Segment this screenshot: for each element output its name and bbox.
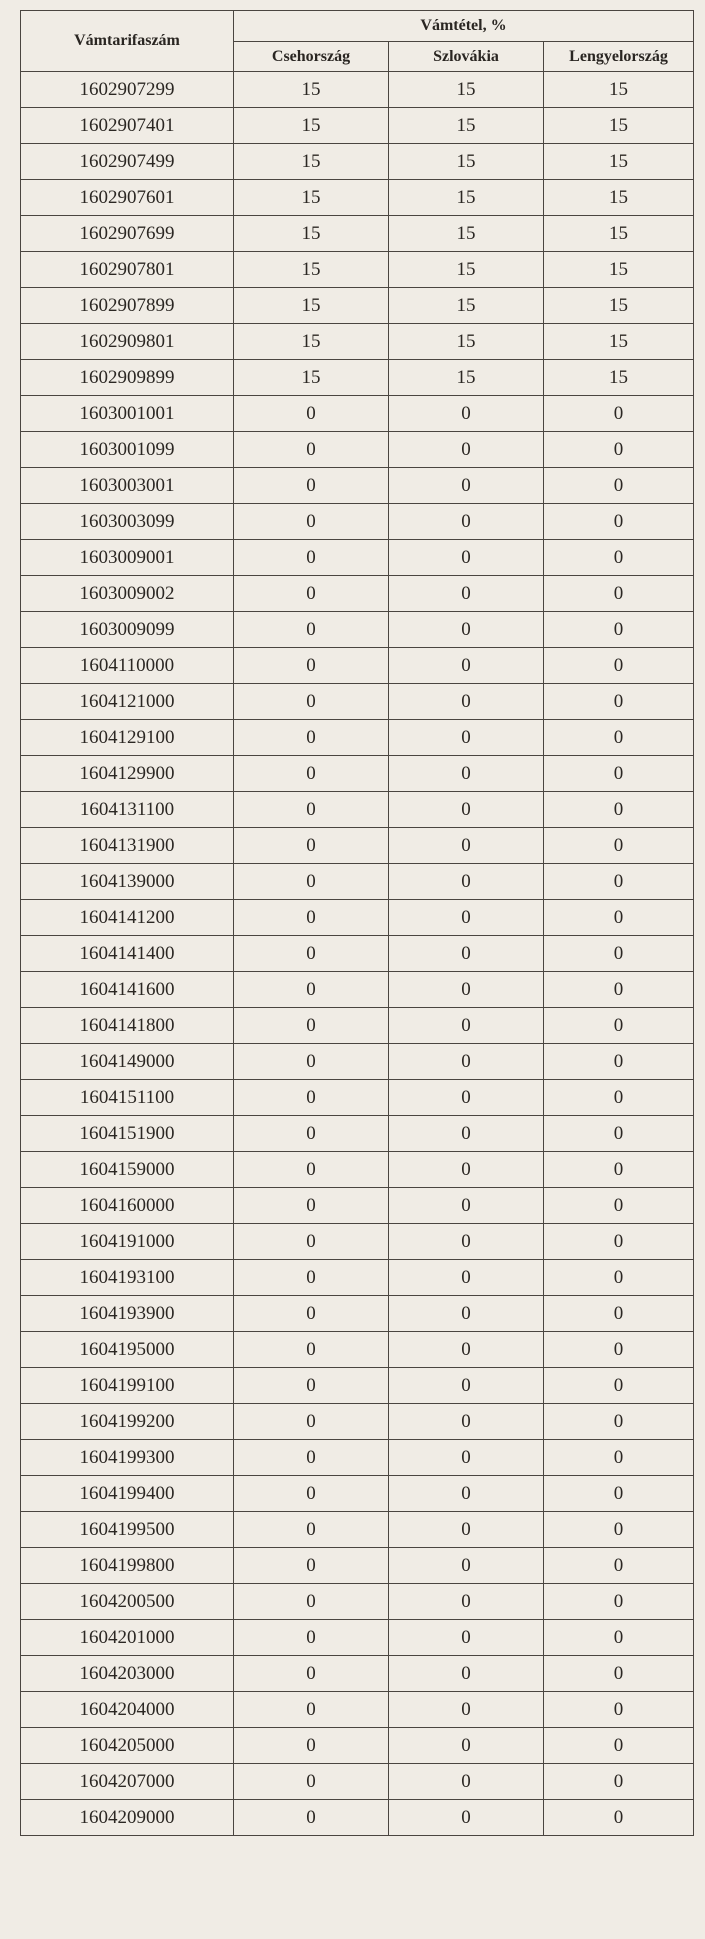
table-row (21, 648, 694, 684)
rate-cell-csehorszag: 15 (234, 360, 389, 396)
rate-cell-szlovakia: 0 (389, 612, 544, 648)
rate-cell-lengyelorszag: 0 (544, 1080, 694, 1116)
rate-cell-szlovakia: 0 (389, 684, 544, 720)
table-row (21, 756, 694, 792)
table-row (21, 1044, 694, 1080)
rate-cell-szlovakia: 0 (389, 1692, 544, 1728)
rate-cell-lengyelorszag: 0 (544, 828, 694, 864)
table-row (21, 1188, 694, 1224)
rate-cell-csehorszag: 0 (234, 972, 389, 1008)
rate-group-header: Vámtétel, % (234, 11, 694, 42)
tariff-code-cell: 1604199400 (21, 1476, 234, 1512)
rate-cell-lengyelorszag: 15 (544, 252, 694, 288)
table-row (21, 1368, 694, 1404)
rate-cell-szlovakia: 0 (389, 1044, 544, 1080)
rate-cell-lengyelorszag: 0 (544, 576, 694, 612)
rate-cell-lengyelorszag: 15 (544, 288, 694, 324)
rate-cell-szlovakia: 0 (389, 1296, 544, 1332)
rate-cell-csehorszag: 0 (234, 612, 389, 648)
rate-cell-lengyelorszag: 0 (544, 1188, 694, 1224)
table-row (21, 576, 694, 612)
tariff-code-cell: 1604151900 (21, 1116, 234, 1152)
rate-cell-lengyelorszag: 0 (544, 1656, 694, 1692)
tariff-code-cell: 1604199100 (21, 1368, 234, 1404)
rate-cell-lengyelorszag: 0 (544, 1620, 694, 1656)
tariff-code-cell: 1604191000 (21, 1224, 234, 1260)
table-header (21, 11, 694, 72)
rate-cell-lengyelorszag: 0 (544, 612, 694, 648)
rate-cell-szlovakia: 0 (389, 648, 544, 684)
table-row (21, 1656, 694, 1692)
table-row (21, 1620, 694, 1656)
rate-cell-szlovakia: 0 (389, 1548, 544, 1584)
rate-cell-csehorszag: 0 (234, 864, 389, 900)
rate-cell-lengyelorszag: 0 (544, 1764, 694, 1800)
tariff-code-cell: 1603009001 (21, 540, 234, 576)
tariff-code-cell: 1602907299 (21, 72, 234, 108)
rate-cell-csehorszag: 0 (234, 756, 389, 792)
rate-cell-lengyelorszag: 0 (544, 1512, 694, 1548)
country-header-pl: Lengyelország (544, 42, 694, 72)
tariff-code-cell: 1604193900 (21, 1296, 234, 1332)
table-row (21, 1692, 694, 1728)
rate-cell-szlovakia: 0 (389, 1116, 544, 1152)
rate-cell-csehorszag: 0 (234, 432, 389, 468)
rate-cell-szlovakia: 0 (389, 792, 544, 828)
rate-cell-csehorszag: 0 (234, 504, 389, 540)
tariff-code-cell: 1604131100 (21, 792, 234, 828)
rate-cell-szlovakia: 0 (389, 1764, 544, 1800)
rate-cell-csehorszag: 15 (234, 252, 389, 288)
tariff-code-cell: 1602907899 (21, 288, 234, 324)
rate-cell-lengyelorszag: 0 (544, 864, 694, 900)
tariff-code-cell: 1604131900 (21, 828, 234, 864)
rate-cell-lengyelorszag: 0 (544, 792, 694, 828)
rate-cell-szlovakia: 0 (389, 504, 544, 540)
tariff-code-cell: 1604141800 (21, 1008, 234, 1044)
rate-cell-csehorszag: 0 (234, 1476, 389, 1512)
table-row (21, 1296, 694, 1332)
rate-cell-lengyelorszag: 0 (544, 396, 694, 432)
rate-cell-lengyelorszag: 0 (544, 1368, 694, 1404)
rate-cell-lengyelorszag: 15 (544, 324, 694, 360)
rate-cell-csehorszag: 0 (234, 684, 389, 720)
country-header-cz: Csehország (234, 42, 389, 72)
rate-cell-lengyelorszag: 0 (544, 1260, 694, 1296)
rate-cell-lengyelorszag: 0 (544, 1728, 694, 1764)
rate-cell-lengyelorszag: 0 (544, 1008, 694, 1044)
table-row (21, 720, 694, 756)
rate-cell-szlovakia: 0 (389, 1656, 544, 1692)
rate-cell-szlovakia: 0 (389, 756, 544, 792)
rate-cell-szlovakia: 0 (389, 1008, 544, 1044)
rate-cell-szlovakia: 0 (389, 936, 544, 972)
rate-cell-csehorszag: 0 (234, 1512, 389, 1548)
tariff-code-cell: 1602907601 (21, 180, 234, 216)
rate-cell-szlovakia: 0 (389, 1188, 544, 1224)
table-row (21, 1152, 694, 1188)
rate-cell-szlovakia: 15 (389, 216, 544, 252)
tariff-code-cell: 1604204000 (21, 1692, 234, 1728)
table-row (21, 792, 694, 828)
tariff-code-cell: 1604141400 (21, 936, 234, 972)
tariff-code-cell: 1604141600 (21, 972, 234, 1008)
tariff-code-cell: 1604160000 (21, 1188, 234, 1224)
tariff-code-cell: 1603009002 (21, 576, 234, 612)
rate-cell-csehorszag: 0 (234, 1440, 389, 1476)
rate-cell-csehorszag: 0 (234, 1332, 389, 1368)
rate-cell-lengyelorszag: 0 (544, 684, 694, 720)
rate-cell-csehorszag: 0 (234, 1152, 389, 1188)
rate-cell-szlovakia: 0 (389, 1440, 544, 1476)
rate-cell-csehorszag: 0 (234, 468, 389, 504)
rate-cell-lengyelorszag: 0 (544, 1224, 694, 1260)
table-row (21, 1728, 694, 1764)
rate-cell-szlovakia: 15 (389, 180, 544, 216)
rate-cell-csehorszag: 0 (234, 1728, 389, 1764)
rate-cell-lengyelorszag: 0 (544, 1476, 694, 1512)
rate-cell-csehorszag: 0 (234, 576, 389, 612)
table-row (21, 1008, 694, 1044)
table-row (21, 1260, 694, 1296)
code-column-header: Vámtarifaszám (21, 11, 234, 72)
rate-cell-szlovakia: 0 (389, 1728, 544, 1764)
table-row (21, 180, 694, 216)
rate-cell-szlovakia: 0 (389, 1800, 544, 1836)
rate-cell-csehorszag: 0 (234, 540, 389, 576)
rate-cell-csehorszag: 0 (234, 1368, 389, 1404)
rate-cell-szlovakia: 0 (389, 540, 544, 576)
table-row (21, 1080, 694, 1116)
tariff-code-cell: 1602907699 (21, 216, 234, 252)
table-row (21, 396, 694, 432)
table-row (21, 1548, 694, 1584)
rate-cell-szlovakia: 0 (389, 1152, 544, 1188)
table-row (21, 108, 694, 144)
rate-cell-lengyelorszag: 15 (544, 108, 694, 144)
rate-cell-csehorszag: 0 (234, 828, 389, 864)
rate-cell-csehorszag: 15 (234, 72, 389, 108)
tariff-code-cell: 1604151100 (21, 1080, 234, 1116)
tariff-table (20, 10, 694, 1836)
rate-cell-lengyelorszag: 0 (544, 1800, 694, 1836)
tariff-code-cell: 1603001099 (21, 432, 234, 468)
rate-cell-szlovakia: 0 (389, 1260, 544, 1296)
rate-cell-csehorszag: 0 (234, 1584, 389, 1620)
rate-cell-csehorszag: 0 (234, 936, 389, 972)
tariff-code-cell: 1604200500 (21, 1584, 234, 1620)
tariff-code-cell: 1604129900 (21, 756, 234, 792)
rate-cell-lengyelorszag: 0 (544, 1548, 694, 1584)
rate-cell-szlovakia: 15 (389, 144, 544, 180)
tariff-code-cell: 1604207000 (21, 1764, 234, 1800)
tariff-code-cell: 1604141200 (21, 900, 234, 936)
tariff-code-cell: 1602907401 (21, 108, 234, 144)
rate-cell-szlovakia: 15 (389, 72, 544, 108)
rate-cell-csehorszag: 0 (234, 1224, 389, 1260)
rate-cell-szlovakia: 0 (389, 1512, 544, 1548)
rate-cell-lengyelorszag: 0 (544, 1692, 694, 1728)
rate-cell-lengyelorszag: 0 (544, 504, 694, 540)
table-row (21, 1332, 694, 1368)
rate-cell-szlovakia: 15 (389, 108, 544, 144)
tariff-code-cell: 1604199800 (21, 1548, 234, 1584)
table-row (21, 504, 694, 540)
rate-cell-szlovakia: 0 (389, 1404, 544, 1440)
rate-cell-szlovakia: 15 (389, 360, 544, 396)
rate-cell-csehorszag: 0 (234, 648, 389, 684)
rate-cell-csehorszag: 0 (234, 1548, 389, 1584)
rate-cell-lengyelorszag: 0 (544, 540, 694, 576)
rate-cell-szlovakia: 0 (389, 1476, 544, 1512)
rate-cell-csehorszag: 0 (234, 1656, 389, 1692)
rate-cell-lengyelorszag: 0 (544, 1296, 694, 1332)
tariff-code-cell: 1604139000 (21, 864, 234, 900)
rate-cell-csehorszag: 15 (234, 108, 389, 144)
rate-cell-szlovakia: 0 (389, 1332, 544, 1368)
rate-cell-szlovakia: 0 (389, 720, 544, 756)
rate-cell-lengyelorszag: 0 (544, 1152, 694, 1188)
rate-cell-csehorszag: 0 (234, 1764, 389, 1800)
rate-cell-csehorszag: 0 (234, 792, 389, 828)
tariff-code-cell: 1602909801 (21, 324, 234, 360)
table-row (21, 1800, 694, 1836)
table-row (21, 828, 694, 864)
rate-cell-lengyelorszag: 0 (544, 1404, 694, 1440)
rate-cell-lengyelorszag: 0 (544, 1332, 694, 1368)
rate-cell-csehorszag: 15 (234, 288, 389, 324)
header-row-top (21, 11, 694, 42)
rate-cell-szlovakia: 0 (389, 468, 544, 504)
rate-cell-lengyelorszag: 0 (544, 648, 694, 684)
rate-cell-lengyelorszag: 0 (544, 756, 694, 792)
rate-cell-lengyelorszag: 0 (544, 1440, 694, 1476)
table-row (21, 360, 694, 396)
table-row (21, 900, 694, 936)
rate-cell-szlovakia: 0 (389, 396, 544, 432)
tariff-code-cell: 1603001001 (21, 396, 234, 432)
rate-cell-csehorszag: 0 (234, 1620, 389, 1656)
table-row (21, 1512, 694, 1548)
rate-cell-szlovakia: 15 (389, 288, 544, 324)
rate-cell-lengyelorszag: 0 (544, 900, 694, 936)
rate-cell-lengyelorszag: 0 (544, 1116, 694, 1152)
table-row (21, 1224, 694, 1260)
rate-cell-lengyelorszag: 0 (544, 720, 694, 756)
tariff-code-cell: 1604195000 (21, 1332, 234, 1368)
rate-cell-csehorszag: 0 (234, 1692, 389, 1728)
rate-cell-csehorszag: 0 (234, 1116, 389, 1152)
table-body (21, 72, 694, 1836)
rate-cell-csehorszag: 0 (234, 1080, 389, 1116)
rate-cell-szlovakia: 0 (389, 828, 544, 864)
rate-cell-lengyelorszag: 0 (544, 468, 694, 504)
table-row (21, 936, 694, 972)
country-header-sk: Szlovákia (389, 42, 544, 72)
table-row (21, 684, 694, 720)
rate-cell-csehorszag: 0 (234, 1800, 389, 1836)
table-row (21, 1764, 694, 1800)
tariff-code-cell: 1604199500 (21, 1512, 234, 1548)
tariff-code-cell: 1604199200 (21, 1404, 234, 1440)
tariff-code-cell: 1604149000 (21, 1044, 234, 1080)
tariff-code-cell: 1604193100 (21, 1260, 234, 1296)
rate-cell-lengyelorszag: 15 (544, 180, 694, 216)
rate-cell-lengyelorszag: 0 (544, 432, 694, 468)
tariff-code-cell: 1603003001 (21, 468, 234, 504)
tariff-code-cell: 1603003099 (21, 504, 234, 540)
rate-cell-csehorszag: 0 (234, 900, 389, 936)
rate-cell-lengyelorszag: 0 (544, 972, 694, 1008)
rate-cell-szlovakia: 0 (389, 1080, 544, 1116)
tariff-code-cell: 1604129100 (21, 720, 234, 756)
rate-cell-szlovakia: 0 (389, 1584, 544, 1620)
table-row (21, 1476, 694, 1512)
rate-cell-lengyelorszag: 0 (544, 936, 694, 972)
tariff-code-cell: 1604121000 (21, 684, 234, 720)
table-row (21, 1116, 694, 1152)
rate-cell-csehorszag: 0 (234, 1008, 389, 1044)
table-row (21, 252, 694, 288)
rate-cell-csehorszag: 0 (234, 1044, 389, 1080)
rate-cell-csehorszag: 0 (234, 1188, 389, 1224)
table-row (21, 432, 694, 468)
rate-cell-szlovakia: 0 (389, 972, 544, 1008)
table-row (21, 864, 694, 900)
rate-cell-lengyelorszag: 15 (544, 72, 694, 108)
rate-cell-szlovakia: 15 (389, 252, 544, 288)
rate-cell-lengyelorszag: 15 (544, 144, 694, 180)
tariff-code-cell: 1602909899 (21, 360, 234, 396)
tariff-code-cell: 1604110000 (21, 648, 234, 684)
rate-cell-szlovakia: 0 (389, 900, 544, 936)
table-row (21, 1404, 694, 1440)
tariff-code-cell: 1604159000 (21, 1152, 234, 1188)
tariff-code-cell: 1604209000 (21, 1800, 234, 1836)
table-row (21, 144, 694, 180)
rate-cell-csehorszag: 0 (234, 1260, 389, 1296)
rate-cell-szlovakia: 0 (389, 1368, 544, 1404)
rate-cell-csehorszag: 0 (234, 1404, 389, 1440)
table-row (21, 468, 694, 504)
table-row (21, 324, 694, 360)
rate-cell-csehorszag: 0 (234, 396, 389, 432)
tariff-code-cell: 1603009099 (21, 612, 234, 648)
table-row (21, 1440, 694, 1476)
table-row (21, 612, 694, 648)
rate-cell-csehorszag: 15 (234, 216, 389, 252)
tariff-code-cell: 1604199300 (21, 1440, 234, 1476)
rate-cell-szlovakia: 0 (389, 1224, 544, 1260)
table-row (21, 1584, 694, 1620)
tariff-code-cell: 1604201000 (21, 1620, 234, 1656)
rate-cell-lengyelorszag: 0 (544, 1584, 694, 1620)
table-row (21, 288, 694, 324)
rate-cell-csehorszag: 15 (234, 180, 389, 216)
rate-cell-lengyelorszag: 15 (544, 216, 694, 252)
tariff-code-cell: 1604203000 (21, 1656, 234, 1692)
rate-cell-szlovakia: 15 (389, 324, 544, 360)
rate-cell-szlovakia: 0 (389, 576, 544, 612)
table-row (21, 216, 694, 252)
table-row (21, 972, 694, 1008)
rate-cell-szlovakia: 0 (389, 864, 544, 900)
rate-cell-szlovakia: 0 (389, 1620, 544, 1656)
rate-cell-csehorszag: 0 (234, 1296, 389, 1332)
table-row (21, 540, 694, 576)
rate-cell-csehorszag: 15 (234, 324, 389, 360)
rate-cell-csehorszag: 0 (234, 720, 389, 756)
rate-cell-lengyelorszag: 0 (544, 1044, 694, 1080)
tariff-code-cell: 1604205000 (21, 1728, 234, 1764)
tariff-code-cell: 1602907499 (21, 144, 234, 180)
rate-cell-csehorszag: 15 (234, 144, 389, 180)
rate-cell-lengyelorszag: 15 (544, 360, 694, 396)
rate-cell-szlovakia: 0 (389, 432, 544, 468)
table-row (21, 72, 694, 108)
tariff-code-cell: 1602907801 (21, 252, 234, 288)
